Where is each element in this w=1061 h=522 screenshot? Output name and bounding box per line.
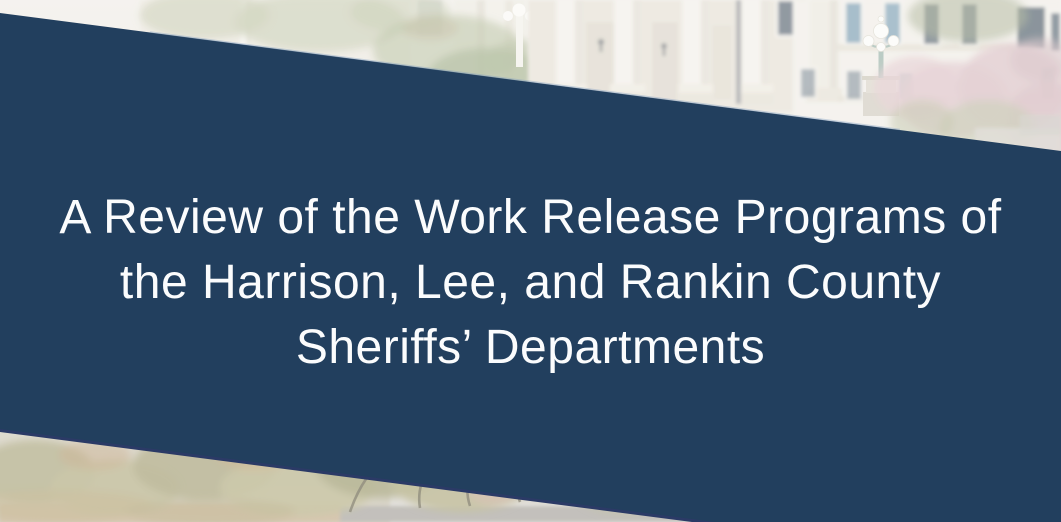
report-title-line-2: the Harrison, Lee, and Rankin County <box>119 256 942 309</box>
report-title-line-3: Sheriffs’ Departments <box>295 321 766 374</box>
report-title-line-1: A Review of the Work Release Programs of <box>59 191 1002 244</box>
report-title <box>0 185 1061 380</box>
